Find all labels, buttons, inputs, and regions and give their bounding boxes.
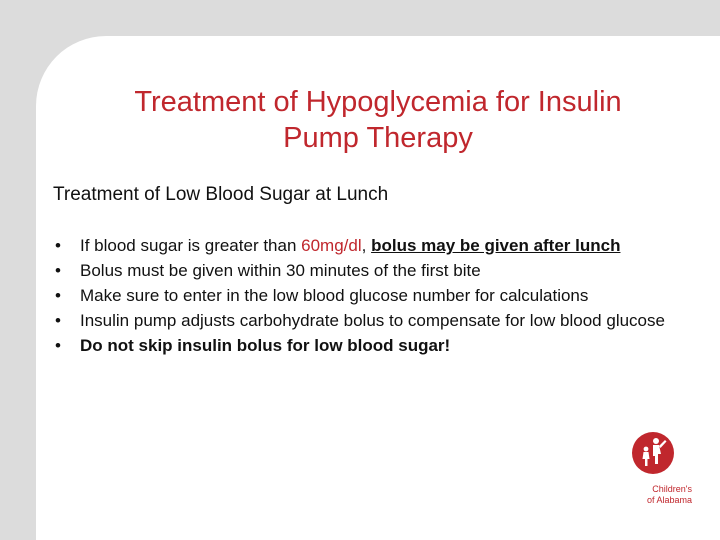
bullet-text: If blood sugar is greater than [80,236,302,255]
kids-icon [632,432,674,474]
bullet-dot: • [55,286,61,305]
slide [36,36,720,540]
bullet-emphasis: bolus may be given after lunch [371,236,621,255]
bullet-item [53,236,693,256]
logo-text [622,484,692,506]
bullet-dot: • [55,261,61,280]
bullet-dot: • [55,336,61,355]
logo-line-1: Children's [652,484,692,494]
bullet-item [53,311,693,331]
bullet-item [53,286,693,306]
bullet-separator: , [361,236,372,255]
slide-title [36,84,720,156]
logo-line-2: of Alabama [646,495,692,505]
slide-subtitle: Treatment of Low Blood Sugar at Lunch [53,184,389,205]
bullet-list [53,236,693,361]
bullet-text: Do not skip insulin bolus for low blood sugar! [80,336,451,355]
bullet-text: Insulin pump adjusts carbohydrate bolus to compensate for low blood glucose [80,311,665,330]
bullet-text: Bolus must be given within 30 minutes of the first bite [80,261,481,280]
bullet-text: Make sure to enter in the low blood glucose number for calculations [80,286,589,305]
bullet-dot: • [55,311,61,330]
title-line-2: Pump Therapy [283,122,473,154]
bullet-item [53,261,693,281]
glucose-threshold: 60mg/dl [301,236,362,255]
bullet-item [53,336,693,356]
title-line-1: Treatment of Hypoglycemia for Insulin [134,86,622,118]
bullet-dot: • [55,236,61,255]
childrens-logo [622,432,692,512]
